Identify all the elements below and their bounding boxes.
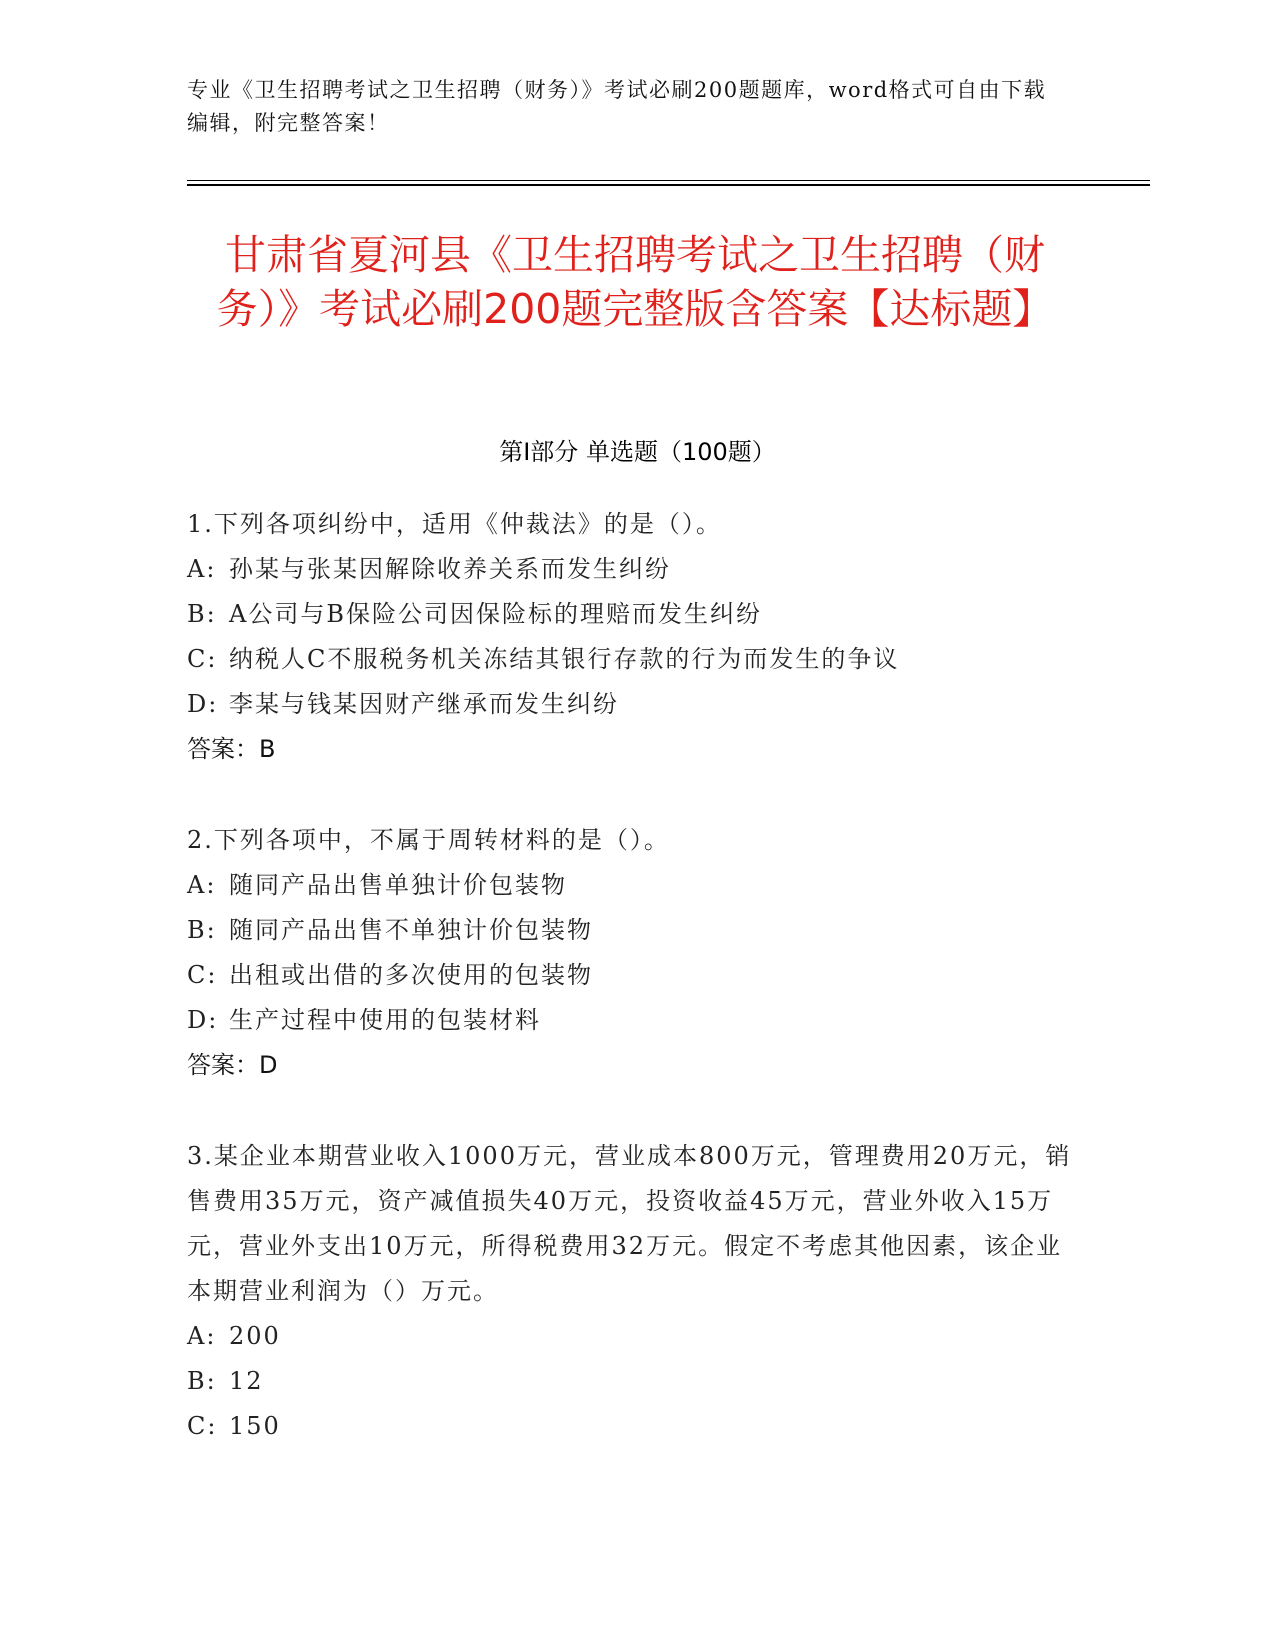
option-key: C:: [187, 961, 218, 989]
option-text: 出租或出借的多次使用的包装物: [229, 961, 593, 989]
option-text: 随同产品出售不单独计价包装物: [229, 916, 593, 944]
option-text: 12: [229, 1367, 264, 1395]
option-key: C:: [187, 1412, 218, 1440]
option-text: 纳税人C不服税务机关冻结其银行存款的行为而发生的争议: [229, 645, 900, 673]
option-a: [187, 1314, 1077, 1359]
option-text: 孙某与张某因解除收养关系而发生纠纷: [229, 555, 671, 583]
question-3: [187, 1134, 1077, 1449]
header-divider-thick: [187, 184, 1150, 186]
option-key: D:: [187, 690, 219, 718]
question-1: [187, 502, 1077, 772]
option-text: 200: [229, 1322, 281, 1350]
option-a: [187, 547, 1077, 592]
option-a: [187, 863, 1077, 908]
question-stem: 3.某企业本期营业收入1000万元，营业成本800万元，管理费用20万元，销售费用35万元，资产减值损失40万元，投资收益45万元，营业外收入15万元，营业外支出10万元，所得税费用32万元。假定不考虑其他因素，该企业本期营业利润为（）万元。: [187, 1142, 1072, 1305]
option-key: D:: [187, 1006, 219, 1034]
option-key: B:: [187, 916, 217, 944]
option-d: [187, 682, 1077, 727]
header-divider-thin: [187, 180, 1150, 181]
option-text: 李某与钱某因财产继承而发生纠纷: [229, 690, 619, 718]
answer-line: 答案：B: [187, 735, 276, 763]
option-c: [187, 637, 1077, 682]
option-b: [187, 592, 1077, 637]
option-key: A:: [187, 871, 217, 899]
answer-line: 答案：D: [187, 1051, 278, 1079]
option-text: 150: [229, 1412, 281, 1440]
question-2: [187, 818, 1077, 1088]
document-title: 甘肃省夏河县《卫生招聘考试之卫生招聘（财务）》考试必刷200题完整版含答案【达标题】: [216, 231, 1054, 333]
option-text: 生产过程中使用的包装材料: [229, 1006, 541, 1034]
option-c: [187, 953, 1077, 998]
option-key: A:: [187, 555, 217, 583]
option-b: [187, 1359, 1077, 1404]
option-key: C:: [187, 645, 218, 673]
header-note: 专业《卫生招聘考试之卫生招聘（财务）》考试必刷200题题库，word格式可自由下载编辑，附完整答案！: [187, 78, 1047, 135]
option-d: [187, 998, 1077, 1043]
section-heading: 第Ⅰ部分 单选题（100题）: [499, 438, 776, 466]
option-key: A:: [187, 1322, 217, 1350]
option-key: B:: [187, 1367, 217, 1395]
question-stem: 2.下列各项中，不属于周转材料的是（）。: [187, 826, 670, 854]
option-text: 随同产品出售单独计价包装物: [229, 871, 567, 899]
option-b: [187, 908, 1077, 953]
option-c: [187, 1404, 1077, 1449]
option-key: B:: [187, 600, 217, 628]
question-stem: 1.下列各项纠纷中，适用《仲裁法》的是（）。: [187, 510, 722, 538]
option-text: A公司与B保险公司因保险标的理赔而发生纠纷: [229, 600, 762, 628]
